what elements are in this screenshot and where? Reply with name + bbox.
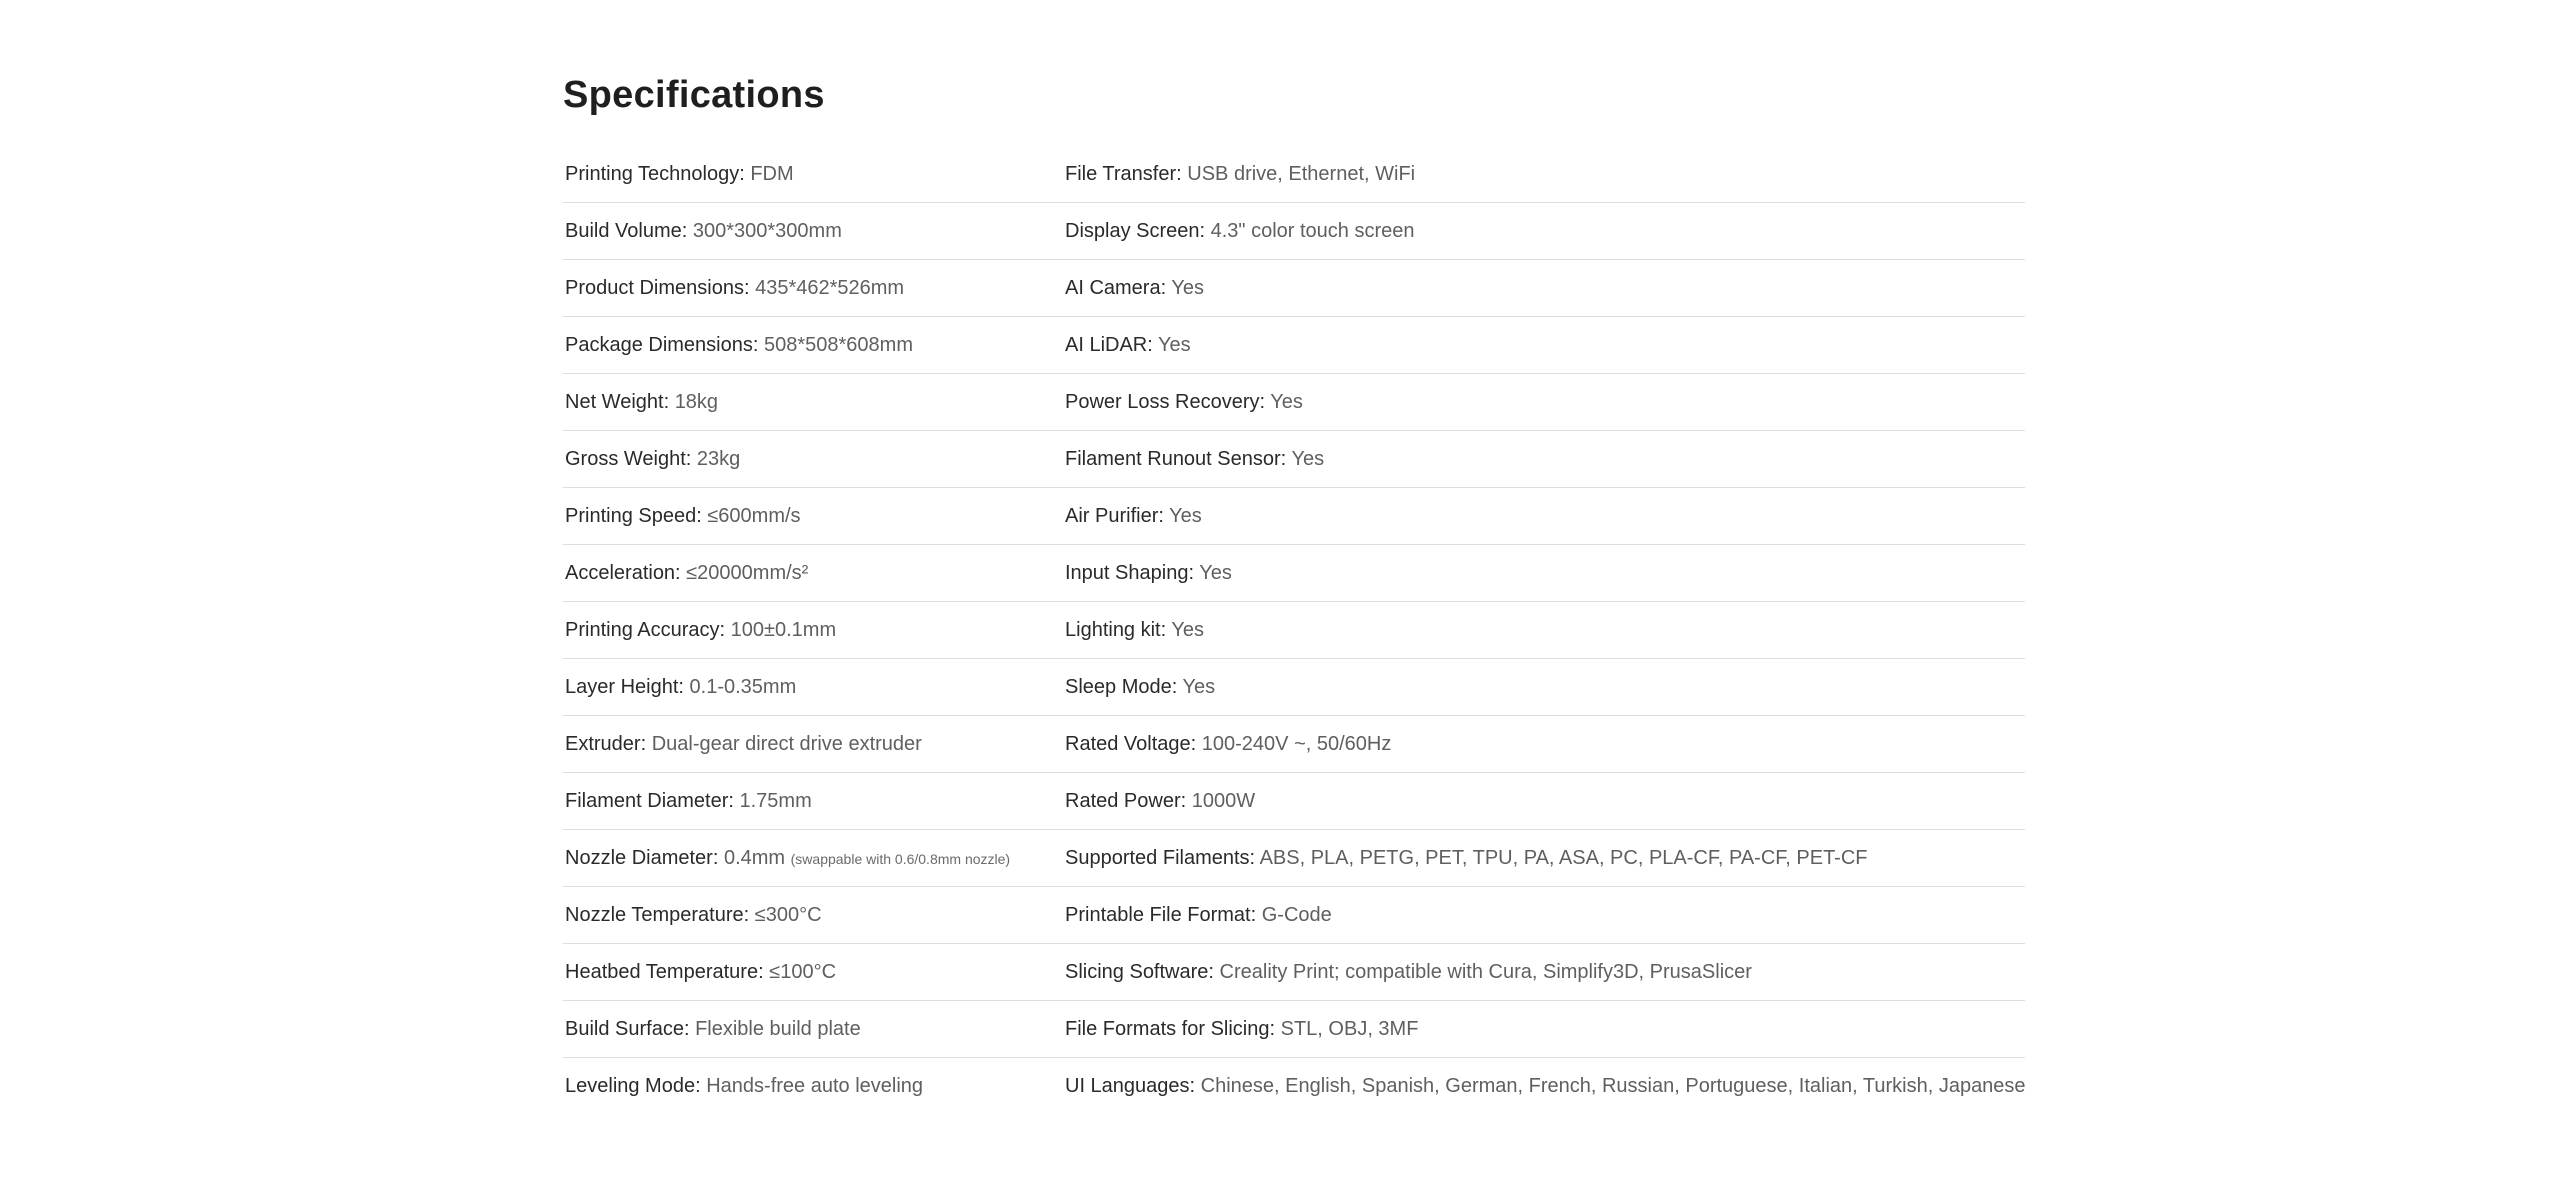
- spec-item: [1063, 887, 2025, 944]
- spec-item: [1063, 203, 2025, 260]
- spec-value: 1000W: [1191, 789, 1256, 812]
- spec-value: 23kg: [696, 447, 741, 470]
- spec-label: Layer Height:: [565, 675, 684, 698]
- spec-row: [563, 545, 2025, 602]
- spec-row: [563, 716, 2025, 773]
- spec-value: 100-240V ~, 50/60Hz: [1201, 732, 1392, 755]
- spec-label: Leveling Mode:: [565, 1074, 701, 1097]
- spec-label: Heatbed Temperature:: [565, 960, 764, 983]
- spec-item: [563, 1001, 1063, 1058]
- spec-item: [1063, 602, 2025, 659]
- spec-item: [563, 716, 1063, 773]
- spec-row: [563, 602, 2025, 659]
- spec-item: [1063, 944, 2025, 1001]
- spec-item: [563, 887, 1063, 944]
- spec-item: [1063, 1001, 2025, 1058]
- spec-label: Printing Speed:: [565, 504, 702, 527]
- spec-label: Rated Power:: [1065, 789, 1187, 812]
- spec-value: Yes: [1270, 390, 1303, 413]
- spec-label: Lighting kit:: [1065, 618, 1167, 641]
- spec-item: [1063, 374, 2025, 431]
- spec-label: Net Weight:: [565, 390, 670, 413]
- spec-label: UI Languages:: [1065, 1074, 1196, 1097]
- spec-value: 508*508*608mm: [764, 333, 913, 356]
- spec-item: [1063, 146, 2025, 203]
- spec-row: [563, 317, 2025, 374]
- spec-label: Filament Runout Sensor:: [1065, 447, 1287, 470]
- spec-item: [563, 146, 1063, 203]
- spec-item: [1063, 545, 2025, 602]
- spec-value: ≤20000mm/s²: [686, 561, 809, 584]
- spec-row: [563, 1001, 2025, 1058]
- spec-item: [1063, 716, 2025, 773]
- spec-value: Yes: [1158, 333, 1191, 356]
- spec-label: Build Surface:: [565, 1017, 690, 1040]
- spec-value: 100±0.1mm: [730, 618, 837, 641]
- spec-label: Sleep Mode:: [1065, 675, 1178, 698]
- spec-item: [563, 545, 1063, 602]
- spec-item: [563, 488, 1063, 545]
- spec-value: Yes: [1199, 561, 1232, 584]
- spec-row: [563, 260, 2025, 317]
- spec-item: [563, 602, 1063, 659]
- spec-value: 0.1-0.35mm: [689, 675, 797, 698]
- spec-row: [563, 944, 2025, 1001]
- spec-row: [563, 203, 2025, 260]
- spec-label: Printing Accuracy:: [565, 618, 726, 641]
- spec-row: [563, 887, 2025, 944]
- spec-value: ≤100°C: [769, 960, 837, 983]
- spec-label: Package Dimensions:: [565, 333, 759, 356]
- spec-row: [563, 830, 2025, 887]
- spec-item: [563, 773, 1063, 830]
- spec-label: Power Loss Recovery:: [1065, 390, 1266, 413]
- spec-item: [1063, 431, 2025, 488]
- spec-label: Printing Technology:: [565, 162, 745, 185]
- spec-value: ≤600mm/s: [707, 504, 801, 527]
- spec-value: Chinese, English, Spanish, German, French, Russian, Portuguese, Italian, Turkish, Japanese: [1200, 1074, 2026, 1097]
- spec-label: Display Screen:: [1065, 219, 1206, 242]
- spec-item: [563, 1058, 1063, 1115]
- spec-label: Nozzle Diameter:: [565, 846, 719, 869]
- page-title: Specifications: [563, 74, 825, 116]
- spec-value: USB drive, Ethernet, WiFi: [1187, 162, 1416, 185]
- spec-item: [1063, 317, 2025, 374]
- spec-table: [563, 146, 2025, 1114]
- spec-value: Yes: [1169, 504, 1202, 527]
- spec-item: [1063, 260, 2025, 317]
- spec-value: Yes: [1171, 276, 1204, 299]
- spec-label: Rated Voltage:: [1065, 732, 1197, 755]
- spec-value: Flexible build plate: [695, 1017, 861, 1040]
- spec-value: 0.4mm: [723, 846, 786, 869]
- spec-note: (swappable with 0.6/0.8mm nozzle): [790, 850, 1011, 867]
- spec-value: 4.3" color touch screen: [1210, 219, 1415, 242]
- spec-row: [563, 431, 2025, 488]
- spec-item: [1063, 773, 2025, 830]
- spec-label: Printable File Format:: [1065, 903, 1257, 926]
- spec-label: Supported Filaments:: [1065, 846, 1256, 869]
- spec-label: Extruder:: [565, 732, 647, 755]
- spec-item: [563, 317, 1063, 374]
- spec-item: [563, 944, 1063, 1001]
- spec-row: [563, 374, 2025, 431]
- spec-value: 18kg: [674, 390, 719, 413]
- spec-label: Filament Diameter:: [565, 789, 734, 812]
- spec-value: Yes: [1171, 618, 1205, 641]
- spec-value: Creality Print; compatible with Cura, Simplify3D, PrusaSlicer: [1219, 960, 1752, 983]
- spec-label: Air Purifier:: [1065, 504, 1164, 527]
- spec-item: [1063, 1058, 2025, 1115]
- spec-label: AI Camera:: [1065, 276, 1167, 299]
- spec-value: Dual-gear direct drive extruder: [651, 732, 922, 755]
- spec-row: [563, 773, 2025, 830]
- spec-value: ≤300°C: [754, 903, 822, 926]
- spec-item: [563, 431, 1063, 488]
- spec-value: 300*300*300mm: [692, 219, 842, 242]
- specifications-section: [563, 62, 2026, 1097]
- spec-label: Product Dimensions:: [565, 276, 750, 299]
- spec-value: 1.75mm: [739, 789, 812, 812]
- spec-row: [563, 659, 2025, 716]
- spec-row: [563, 488, 2025, 545]
- spec-item: [563, 659, 1063, 716]
- spec-value: Hands-free auto leveling: [706, 1074, 924, 1097]
- spec-row: [563, 146, 2025, 203]
- spec-item: [1063, 488, 2025, 545]
- spec-value: G-Code: [1261, 903, 1332, 926]
- spec-label: Acceleration:: [565, 561, 681, 584]
- spec-label: AI LiDAR:: [1065, 333, 1153, 356]
- spec-label: File Transfer:: [1065, 162, 1182, 185]
- spec-item: [563, 374, 1063, 431]
- spec-item: [1063, 830, 2025, 887]
- spec-label: Build Volume:: [565, 219, 688, 242]
- spec-label: Input Shaping:: [1065, 561, 1194, 584]
- spec-item: [563, 830, 1063, 887]
- spec-value: FDM: [750, 162, 794, 185]
- spec-item: [563, 260, 1063, 317]
- spec-value: ABS, PLA, PETG, PET, TPU, PA, ASA, PC, PLA-CF, PA-CF, PET-CF: [1259, 846, 1868, 869]
- spec-value: Yes: [1291, 447, 1325, 470]
- spec-item: [1063, 659, 2025, 716]
- spec-label: Nozzle Temperature:: [565, 903, 750, 926]
- spec-label: Gross Weight:: [565, 447, 692, 470]
- spec-row: [563, 1058, 2025, 1115]
- spec-value: STL, OBJ, 3MF: [1280, 1017, 1419, 1040]
- spec-item: [563, 203, 1063, 260]
- spec-label: File Formats for Slicing:: [1065, 1017, 1276, 1040]
- spec-label: Slicing Software:: [1065, 960, 1214, 983]
- spec-value: Yes: [1182, 675, 1216, 698]
- spec-value: 435*462*526mm: [755, 276, 905, 299]
